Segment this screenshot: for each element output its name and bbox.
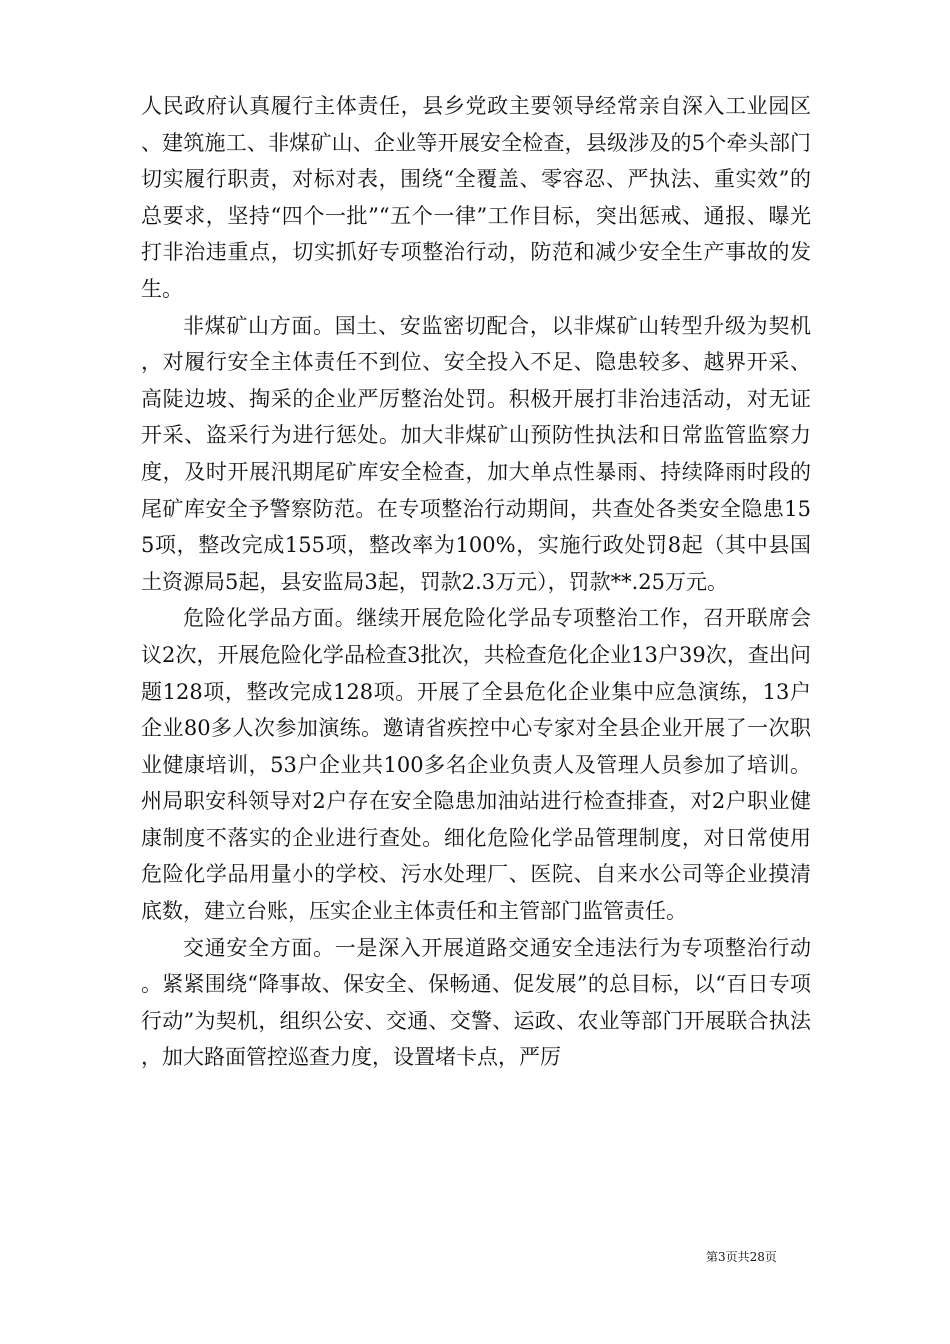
paragraph-hazardous-chemicals: 危险化学品方面。继续开展危险化学品专项整治工作，召开联席会议2次，开展危险化学品检查3批次，共检查危化企业13户39次，查出问题128项，整改完成128项。开展了全县危化企业集中应急演练，13户企业80多人次参加演练。邀请省疾控中心专家对全县企业开展了一次职业健康培训，53户企业共100多名企业负责人及管理人员参加了培训。州局职安科领导对2户存在安全隐患加油站进行检查排查，对2户职业健康制度不落实的企业进行查处。细化危险化学品管理制度，对日常使用危险化学品用量小的学校、污水处理厂、医院、自来水公司等企业摸清底数，建立台账，压实企业主体责任和主管部门监管责任。 bbox=[141, 606, 811, 924]
paragraph-continuation: 人民政府认真履行主体责任，县乡党政主要领导经常亲自深入工业园区、建筑施工、非煤矿山、企业等开展安全检查，县级涉及的5个牵头部门切实履行职责，对标对表，围绕“全覆盖、零容忍、严执法、重实效”的总要求，坚持“四个一批”“五个一律”工作目标，突出惩戒、通报、曝光打非治违重点，切实抓好专项整治行动，防范和减少安全生产事故的发生。 bbox=[141, 94, 811, 301]
page-number-footer: 第3页共28页 bbox=[706, 1250, 777, 1264]
paragraph-traffic-safety: 交通安全方面。一是深入开展道路交通安全违法行为专项整治行动。紧紧围绕“降事故、保安全、保畅通、促发展”的总目标，以“百日专项行动”为契机，组织公安、交通、交警、运政、农业等部门开展联合执法，加大路面管控巡查力度，设置堵卡点，严厉 bbox=[141, 935, 811, 1070]
paragraph-non-coal-mines: 非煤矿山方面。国土、安监密切配合，以非煤矿山转型升级为契机，对履行安全主体责任不到位、安全投入不足、隐患较多、越界开采、高陡边坡、掏采的企业严厉整治处罚。积极开展打非治违活动，对无证开采、盗采行为进行惩处。加大非煤矿山预防性执法和日常监管监察力度，及时开展汛期尾矿库安全检查，加大单点性暴雨、持续降雨时段的尾矿库安全予警察防范。在专项整治行动期间，共查处各类安全隐患155项，整改完成155项，整改率为100%，实施行政处罚8起（其中县国土资源局5起，县安监局3起，罚款2.3万元），罚款**.25万元。 bbox=[141, 313, 811, 594]
document-body bbox=[141, 88, 811, 1076]
